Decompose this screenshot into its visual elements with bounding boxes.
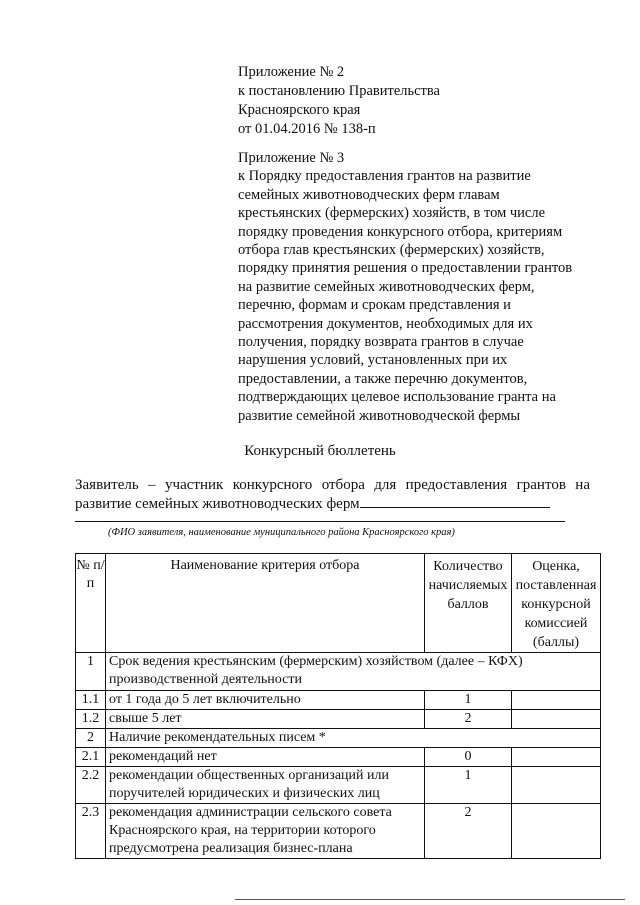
header-num: № п/п xyxy=(76,554,106,653)
header-name: Наименование критерия отбора xyxy=(106,554,425,653)
row-num: 1 xyxy=(76,653,106,691)
table-row xyxy=(76,804,601,859)
appendix-3-line: на развитие семейных животноводческих ферм, xyxy=(238,278,535,295)
appendix-3-line: нарушения условий, установленных при их xyxy=(238,352,508,369)
appendix-3-line: крестьянских (фермерских) хозяйств, в том числе xyxy=(238,205,546,222)
row-num: 1.2 xyxy=(76,710,106,729)
appendix-3-line: перечню, формам и срокам представления и xyxy=(238,297,511,314)
appendix-3-line: развитие семейной животноводческой фермы xyxy=(238,407,521,424)
applicant-line-2-text: развитие семейных животноводческих ферм xyxy=(75,496,360,512)
appendix-2-block xyxy=(238,63,440,139)
row-score xyxy=(512,710,601,729)
row-name: рекомендаций нет xyxy=(106,748,425,767)
header-score: Оценка, поставленная конкурсной комиссией (баллы) xyxy=(512,554,601,653)
applicant-name-rule xyxy=(75,521,565,522)
row-num: 2.2 xyxy=(76,767,106,804)
appendix-3-line: порядку принятия решения о предоставлении грантов xyxy=(238,260,573,277)
appendix-2-line: Приложение № 2 xyxy=(238,64,345,80)
row-num: 1.1 xyxy=(76,691,106,710)
criteria-table xyxy=(75,553,601,859)
row-score xyxy=(512,767,601,804)
row-points: 1 xyxy=(425,691,512,710)
table-header-row xyxy=(76,554,601,653)
row-name: свыше 5 лет xyxy=(106,710,425,729)
appendix-3-line: к Порядку предоставления грантов на развитие xyxy=(238,168,531,185)
table-row xyxy=(76,729,601,748)
appendix-3-block xyxy=(238,149,572,425)
applicant-statement xyxy=(75,476,590,514)
row-points: 2 xyxy=(425,804,512,859)
row-score xyxy=(512,748,601,767)
appendix-3-line: Приложение № 3 xyxy=(238,150,345,166)
appendix-3-line: порядку проведения конкурсного отбора, критериям xyxy=(238,223,563,240)
row-points: 1 xyxy=(425,767,512,804)
row-num: 2.1 xyxy=(76,748,106,767)
appendix-3-line: предоставлении, а также перечню документов, xyxy=(238,370,528,387)
row-name: от 1 года до 5 лет включительно xyxy=(106,691,425,710)
appendix-2-line: к постановлению Правительства xyxy=(238,83,440,99)
row-points: 0 xyxy=(425,748,512,767)
row-score xyxy=(512,804,601,859)
header-points: Количество начисляемых баллов xyxy=(425,554,512,653)
table-row xyxy=(76,767,601,804)
row-name: рекомендации общественных организаций или поручителей юридических и физических лиц xyxy=(106,767,425,804)
row-name: Срок ведения крестьянским (фермерским) хозяйством (далее – КФХ) производственной деятельности xyxy=(106,653,601,691)
applicant-fill-line xyxy=(360,495,550,508)
row-num: 2.3 xyxy=(76,804,106,859)
applicant-line-1: Заявитель – участник конкурсного отбора для предоставления грантов на xyxy=(75,477,590,493)
table-row xyxy=(76,691,601,710)
row-num: 2 xyxy=(76,729,106,748)
table-row xyxy=(76,748,601,767)
row-score xyxy=(512,691,601,710)
table-row xyxy=(76,653,601,691)
appendix-3-line: подтверждающих целевое использование гранта на xyxy=(238,389,556,406)
row-points: 2 xyxy=(425,710,512,729)
appendix-2-line: от 01.04.2016 № 138-п xyxy=(238,121,376,137)
appendix-2-line: Красноярского края xyxy=(238,102,361,118)
row-name: Наличие рекомендательных писем * xyxy=(106,729,601,748)
appendix-3-line: рассмотрения документов, необходимых для их xyxy=(238,315,533,332)
table-row xyxy=(76,710,601,729)
appendix-3-line: отбора глав крестьянских (фермерских) хозяйств, xyxy=(238,242,545,259)
document-title: Конкурсный бюллетень xyxy=(244,443,396,459)
applicant-caption: (ФИО заявителя, наименование муниципального района Красноярского края) xyxy=(108,527,455,538)
row-name: рекомендация администрации сельского совета Красноярского края, на территории которого предусмотрена реализация бизнес-плана xyxy=(106,804,425,859)
appendix-3-line: получения, порядку возврата грантов в случае xyxy=(238,334,524,351)
applicant-line-2 xyxy=(75,495,590,514)
scan-edge-line xyxy=(235,899,625,900)
appendix-3-line: семейных животноводческих ферм главам xyxy=(238,186,500,203)
